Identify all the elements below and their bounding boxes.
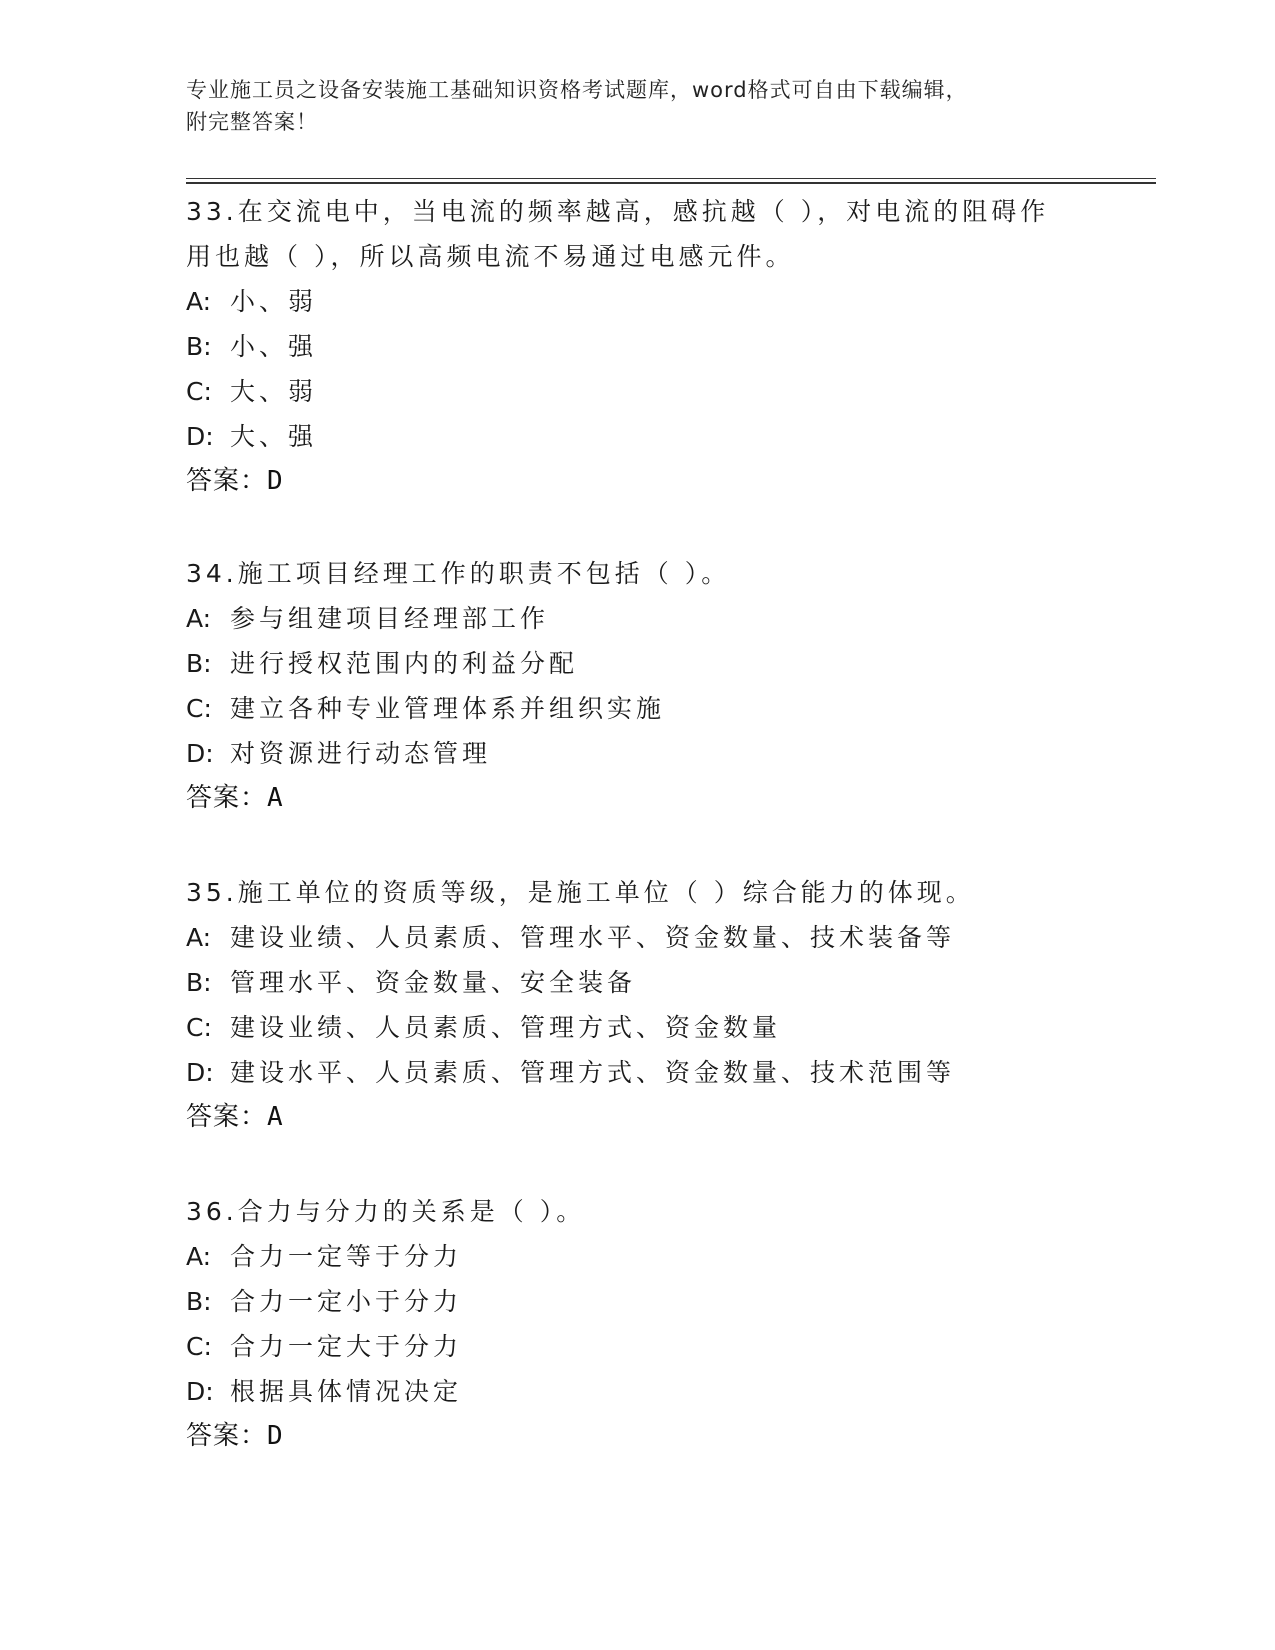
question-stem [186,551,1086,596]
option-a [186,596,1086,641]
question-stem-line: 36.合力与分力的关系是（ ）。 [186,1197,586,1226]
option-letter: D: [186,1058,214,1087]
option-b [186,1279,1086,1324]
option-letter: C: [186,1332,212,1361]
option-d [186,1369,1086,1414]
answer-line [186,776,1086,821]
option-letter: D: [186,422,214,451]
option-a [186,1234,1086,1279]
option-a [186,915,1086,960]
option-text: 小、强 [230,332,318,361]
option-letter: C: [186,1013,212,1042]
option-c [186,369,1086,414]
option-letter: B: [186,1287,212,1316]
option-letter: A: [186,923,212,952]
answer-label: 答案： [186,466,268,496]
header-divider-thick [186,182,1156,184]
answer-label: 答案： [186,783,268,813]
option-letter: C: [186,694,212,723]
option-text: 参与组建项目经理部工作 [230,604,550,633]
option-text: 进行授权范围内的利益分配 [230,649,579,678]
option-c [186,1324,1086,1369]
answer-label: 答案： [186,1102,268,1132]
option-letter: B: [186,968,212,997]
option-text: 合力一定等于分力 [230,1242,463,1271]
option-letter: B: [186,332,212,361]
question-stem [186,870,1086,915]
option-text: 建设水平、人员素质、管理方式、资金数量、技术范围等 [230,1058,956,1087]
option-letter: A: [186,604,212,633]
answer-line [186,459,1086,504]
option-text: 建设业绩、人员素质、管理水平、资金数量、技术装备等 [230,923,956,952]
option-letter: A: [186,287,212,316]
option-b [186,960,1086,1005]
document-header [186,74,1066,138]
option-text: 对资源进行动态管理 [230,739,492,768]
option-text: 大、强 [230,422,318,451]
answer-value: A [267,783,284,813]
option-d [186,414,1086,459]
option-text: 管理水平、资金数量、安全装备 [230,968,637,997]
question-stem [186,189,1086,279]
option-text: 合力一定大于分力 [230,1332,463,1361]
question-stem [186,1189,1086,1234]
header-line-1: 专业施工员之设备安装施工基础知识资格考试题库，word格式可自由下载编辑， [186,78,968,102]
answer-label: 答案： [186,1421,268,1451]
option-text: 小、弱 [230,287,318,316]
option-b [186,324,1086,369]
option-a [186,279,1086,324]
option-d [186,1050,1086,1095]
question-stem-line: 35.施工单位的资质等级，是施工单位（ ）综合能力的体现。 [186,878,975,907]
answer-value: D [267,1421,284,1451]
option-text: 根据具体情况决定 [230,1377,463,1406]
answer-line [186,1414,1086,1459]
question-stem-line: 33.在交流电中，当电流的频率越高，感抗越（ ），对电流的阻碍作 [186,197,1050,226]
option-letter: D: [186,1377,214,1406]
question-34 [186,551,1086,821]
answer-value: D [267,466,284,496]
option-d [186,731,1086,776]
option-text: 合力一定小于分力 [230,1287,463,1316]
option-letter: A: [186,1242,212,1271]
option-text: 建立各种专业管理体系并组织实施 [230,694,666,723]
option-b [186,641,1086,686]
question-stem-line: 用也越（ ），所以高频电流不易通过电感元件。 [186,242,795,271]
option-c [186,686,1086,731]
header-line-2: 附完整答案！ [186,110,318,134]
question-33 [186,189,1086,504]
option-letter: C: [186,377,212,406]
option-letter: B: [186,649,212,678]
option-text: 大、弱 [230,377,318,406]
answer-line [186,1095,1086,1140]
question-36 [186,1189,1086,1459]
answer-value: A [267,1102,284,1132]
question-stem-line: 34.施工项目经理工作的职责不包括（ ）。 [186,559,731,588]
header-divider-thin [186,178,1156,179]
option-text: 建设业绩、人员素质、管理方式、资金数量 [230,1013,782,1042]
option-letter: D: [186,739,214,768]
question-35 [186,870,1086,1140]
option-c [186,1005,1086,1050]
